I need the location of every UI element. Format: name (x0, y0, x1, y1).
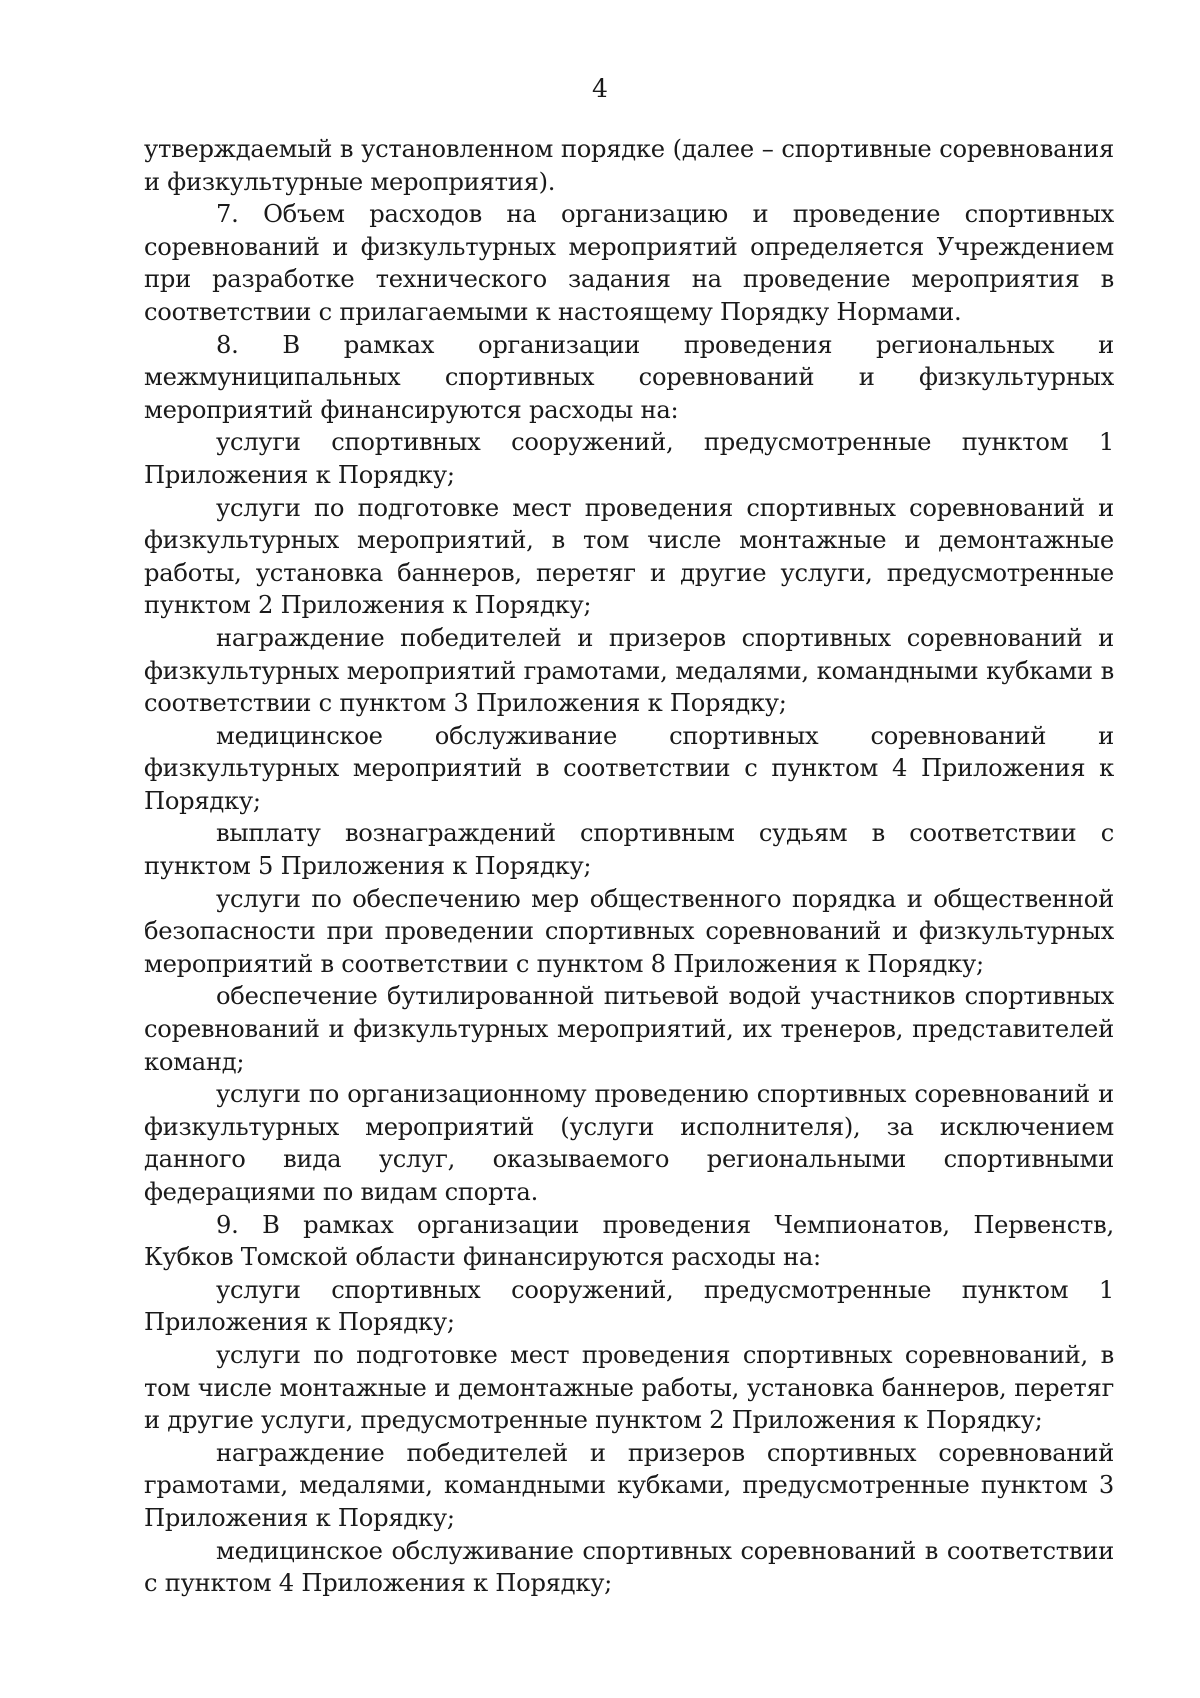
list-item-sport-facilities: услуги спортивных сооружений, предусмотренные пунктом 1 Приложения к Порядку; (144, 428, 1114, 489)
list-item-sport-facilities-2: услуги спортивных сооружений, предусмотренные пунктом 1 Приложения к Порядку; (144, 1275, 1114, 1337)
page-number: 4 (592, 74, 608, 103)
list-item-judges-payment: выплату вознаграждений спортивным судьям в соответствии с пунктом 5 Приложения к Порядку; (144, 819, 1114, 881)
paragraph-item-8: 8. В рамках организации проведения региональных и межмуниципальных спортивных соревнований и физкультурных мероприятий финансируются расходы на: (144, 330, 1114, 424)
paragraph-continuation: утверждаемый в установленном порядке (далее – спортивные соревнования и физкультурные мероприятия). (144, 135, 1114, 196)
list-item-medical: медицинское обслуживание спортивных соревнований и физкультурных мероприятий в соответствии с пунктом 4 Приложения к Порядку; (144, 721, 1114, 815)
list-item-venue-preparation-2: услуги по подготовке мест проведения спортивных соревнований, в том числе монтажные и демонтажные работы, установка баннеров, перетяг и другие услуги, предусмотренные пунктом 2 Приложения к Порядку; (144, 1340, 1114, 1435)
list-item-awards-2: награждение победителей и призеров спортивных соревнований грамотами, медалями, командными кубками, предусмотренные пунктом 3 Приложения к Порядку; (144, 1438, 1114, 1532)
list-item-drinking-water: обеспечение бутилированной питьевой водой участников спортивных соревнований и физкультурных мероприятий, их тренеров, представителей команд; (144, 982, 1114, 1076)
paragraph-item-7: 7. Объем расходов на организацию и проведение спортивных соревнований и физкультурных мероприятий определяется Учреждением при разработке технического задания на проведение мероприятия в соответствии с прилагаемыми к настоящему Порядку Нормами. (144, 200, 1114, 326)
paragraph-item-9: 9. В рамках организации проведения Чемпионатов, Первенств, Кубков Томской области финансируются расходы на: (144, 1210, 1114, 1272)
list-item-venue-preparation: услуги по подготовке мест проведения спортивных соревнований и физкультурных мероприятий, в том числе монтажные и демонтажные работы, установка баннеров, перетяг и другие услуги, предусмотренные пунктом 2 Приложения к Порядку; (144, 493, 1114, 620)
list-item-public-order: услуги по обеспечению мер общественного порядка и общественной безопасности при проведении спортивных соревнований и физкультурных мероприятий в соответствии с пунктом 8 Приложения к Порядку; (144, 884, 1114, 978)
list-item-awards: награждение победителей и призеров спортивных соревнований и физкультурных мероприятий грамотами, медалями, командными кубками в соответствии с пунктом 3 Приложения к Порядку; (144, 623, 1114, 718)
document-body (144, 133, 1114, 1600)
list-item-medical-2: медицинское обслуживание спортивных соревнований в соответствии с пунктом 4 Приложения к Порядку; (144, 1536, 1114, 1598)
list-item-organizational-services: услуги по организационному проведению спортивных соревнований и физкультурных мероприятий (услуги исполнителя), за исключением данного вида услуг, оказываемого региональными спортивными федерациями по видам спорта. (144, 1080, 1114, 1206)
